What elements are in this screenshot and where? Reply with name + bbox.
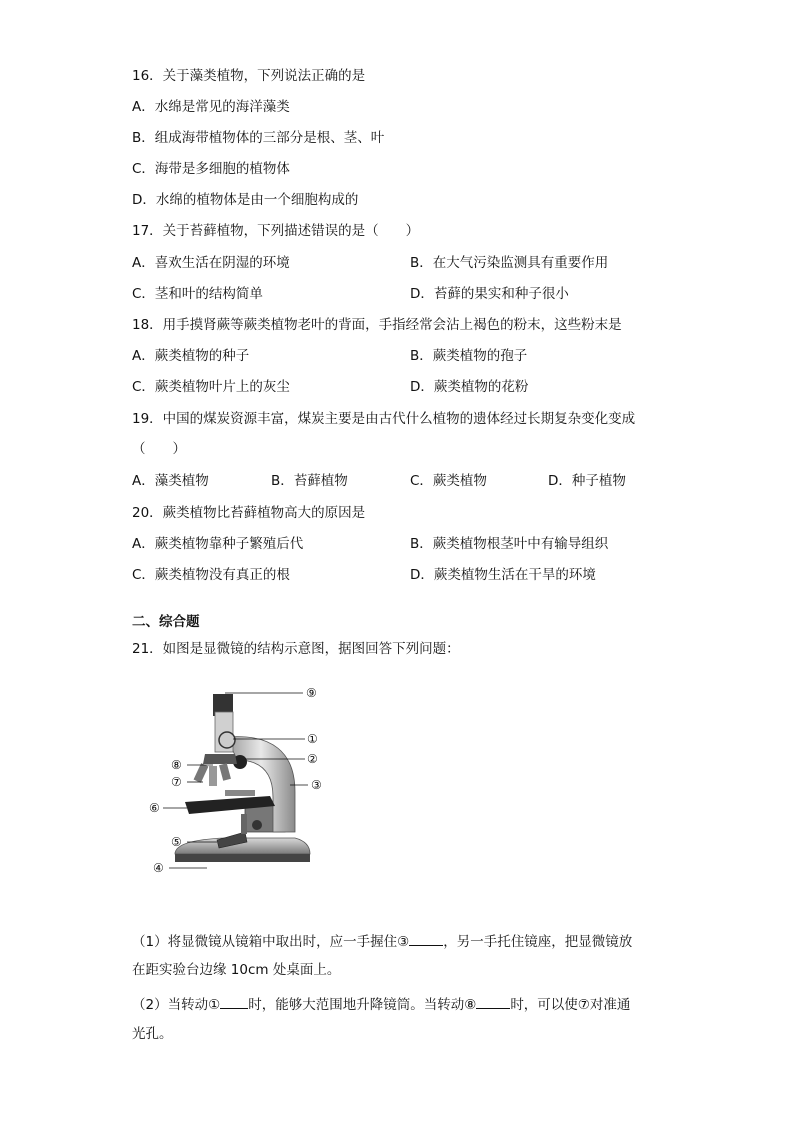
q21-part2-line2: 光孔。 (132, 1026, 173, 1042)
q21-part2-text-c: 时，可以使⑦对准通 (510, 997, 631, 1013)
stage-clip (225, 790, 255, 796)
q18-option-c: C．蕨类植物叶片上的灰尘 (132, 379, 290, 395)
label-6: ⑥ (149, 801, 160, 815)
q19-option-d: D．种子植物 (548, 473, 626, 489)
q21-part2-text-a: （2）当转动① (132, 997, 221, 1013)
q18-option-b: B．蕨类植物的孢子 (410, 348, 528, 364)
label-4: ④ (153, 861, 164, 874)
q17-stem: 17．关于苔藓植物，下列描述错误的是（ ） (132, 223, 420, 239)
q20-stem: 20．蕨类植物比苔藓植物高大的原因是 (132, 505, 366, 521)
answer-blank-3[interactable] (476, 994, 510, 1009)
q16-option-b: B．组成海带植物体的三部分是根、茎、叶 (132, 130, 385, 146)
q16-option-d: D．水绵的植物体是由一个细胞构成的 (132, 192, 359, 208)
q20-option-c: C．蕨类植物没有真正的根 (132, 567, 290, 583)
q17-option-a: A．喜欢生活在阴湿的环境 (132, 255, 290, 271)
label-5: ⑤ (171, 835, 182, 849)
q16-option-a: A．水绵是常见的海洋藻类 (132, 99, 290, 115)
mirror-mount (241, 814, 247, 834)
q21-part1-text-b: ，另一手托住镜座，把显微镜放 (443, 934, 633, 950)
q21-part1-line1 (132, 931, 632, 951)
q19-stem: 19．中国的煤炭资源丰富，煤炭主要是由古代什么植物的遗体经过长期复杂变化变成 (132, 411, 636, 427)
q21-part2-text-b: 时，能够大范围地升降镜筒。当转动⑧ (248, 997, 477, 1013)
q17-option-d: D．苔藓的果实和种子很小 (410, 286, 569, 302)
answer-blank-2[interactable] (220, 994, 248, 1009)
q17-option-c: C．茎和叶的结构简单 (132, 286, 263, 302)
label-7: ⑦ (171, 775, 182, 789)
q21-stem: 21．如图是显微镜的结构示意图，据图回答下列问题： (132, 641, 460, 657)
q18-stem: 18．用手摸肾蕨等蕨类植物老叶的背面，手指经常会沾上褐色的粉末，这些粉末是 (132, 317, 622, 333)
label-1: ① (307, 732, 318, 746)
label-9: ⑨ (306, 686, 317, 700)
coarse-adjustment-knob (219, 732, 235, 748)
microscope-diagram (145, 682, 335, 874)
microscope-nosepiece (203, 754, 237, 764)
microscope-base-edge (175, 854, 310, 862)
label-8: ⑧ (171, 758, 182, 772)
q20-option-d: D．蕨类植物生活在干旱的环境 (410, 567, 596, 583)
q16-stem: 16．关于藻类植物，下列说法正确的是 (132, 68, 366, 84)
objective-lens-1 (194, 763, 209, 783)
q20-option-b: B．蕨类植物根茎叶中有输导组织 (410, 536, 609, 552)
label-3: ③ (311, 778, 322, 792)
q16-option-c: C．海带是多细胞的植物体 (132, 161, 290, 177)
q19-option-a: A．藻类植物 (132, 473, 209, 489)
answer-blank-1[interactable] (409, 931, 443, 946)
label-2: ② (307, 752, 318, 766)
q20-option-a: A．蕨类植物靠种子繁殖后代 (132, 536, 304, 552)
q19-option-c: C．蕨类植物 (410, 473, 487, 489)
q21-part1-line2: 在距实验台边缘 10cm 处桌面上。 (132, 962, 341, 978)
q21-part2-line1 (132, 994, 630, 1014)
objective-lens-3 (219, 763, 231, 781)
q19-option-b: B．苔藓植物 (271, 473, 348, 489)
q18-option-a: A．蕨类植物的种子 (132, 348, 250, 364)
q17-option-b: B．在大气污染监测具有重要作用 (410, 255, 609, 271)
q18-option-d: D．蕨类植物的花粉 (410, 379, 529, 395)
q19-stem-bracket: （ ） (132, 441, 186, 457)
microscope-screw (252, 820, 262, 830)
q21-part1-text-a: （1）将显微镜从镜箱中取出时，应一手握住③ (132, 934, 410, 950)
section-heading: 二、综合题 (132, 614, 200, 630)
objective-lens-2 (209, 766, 217, 786)
